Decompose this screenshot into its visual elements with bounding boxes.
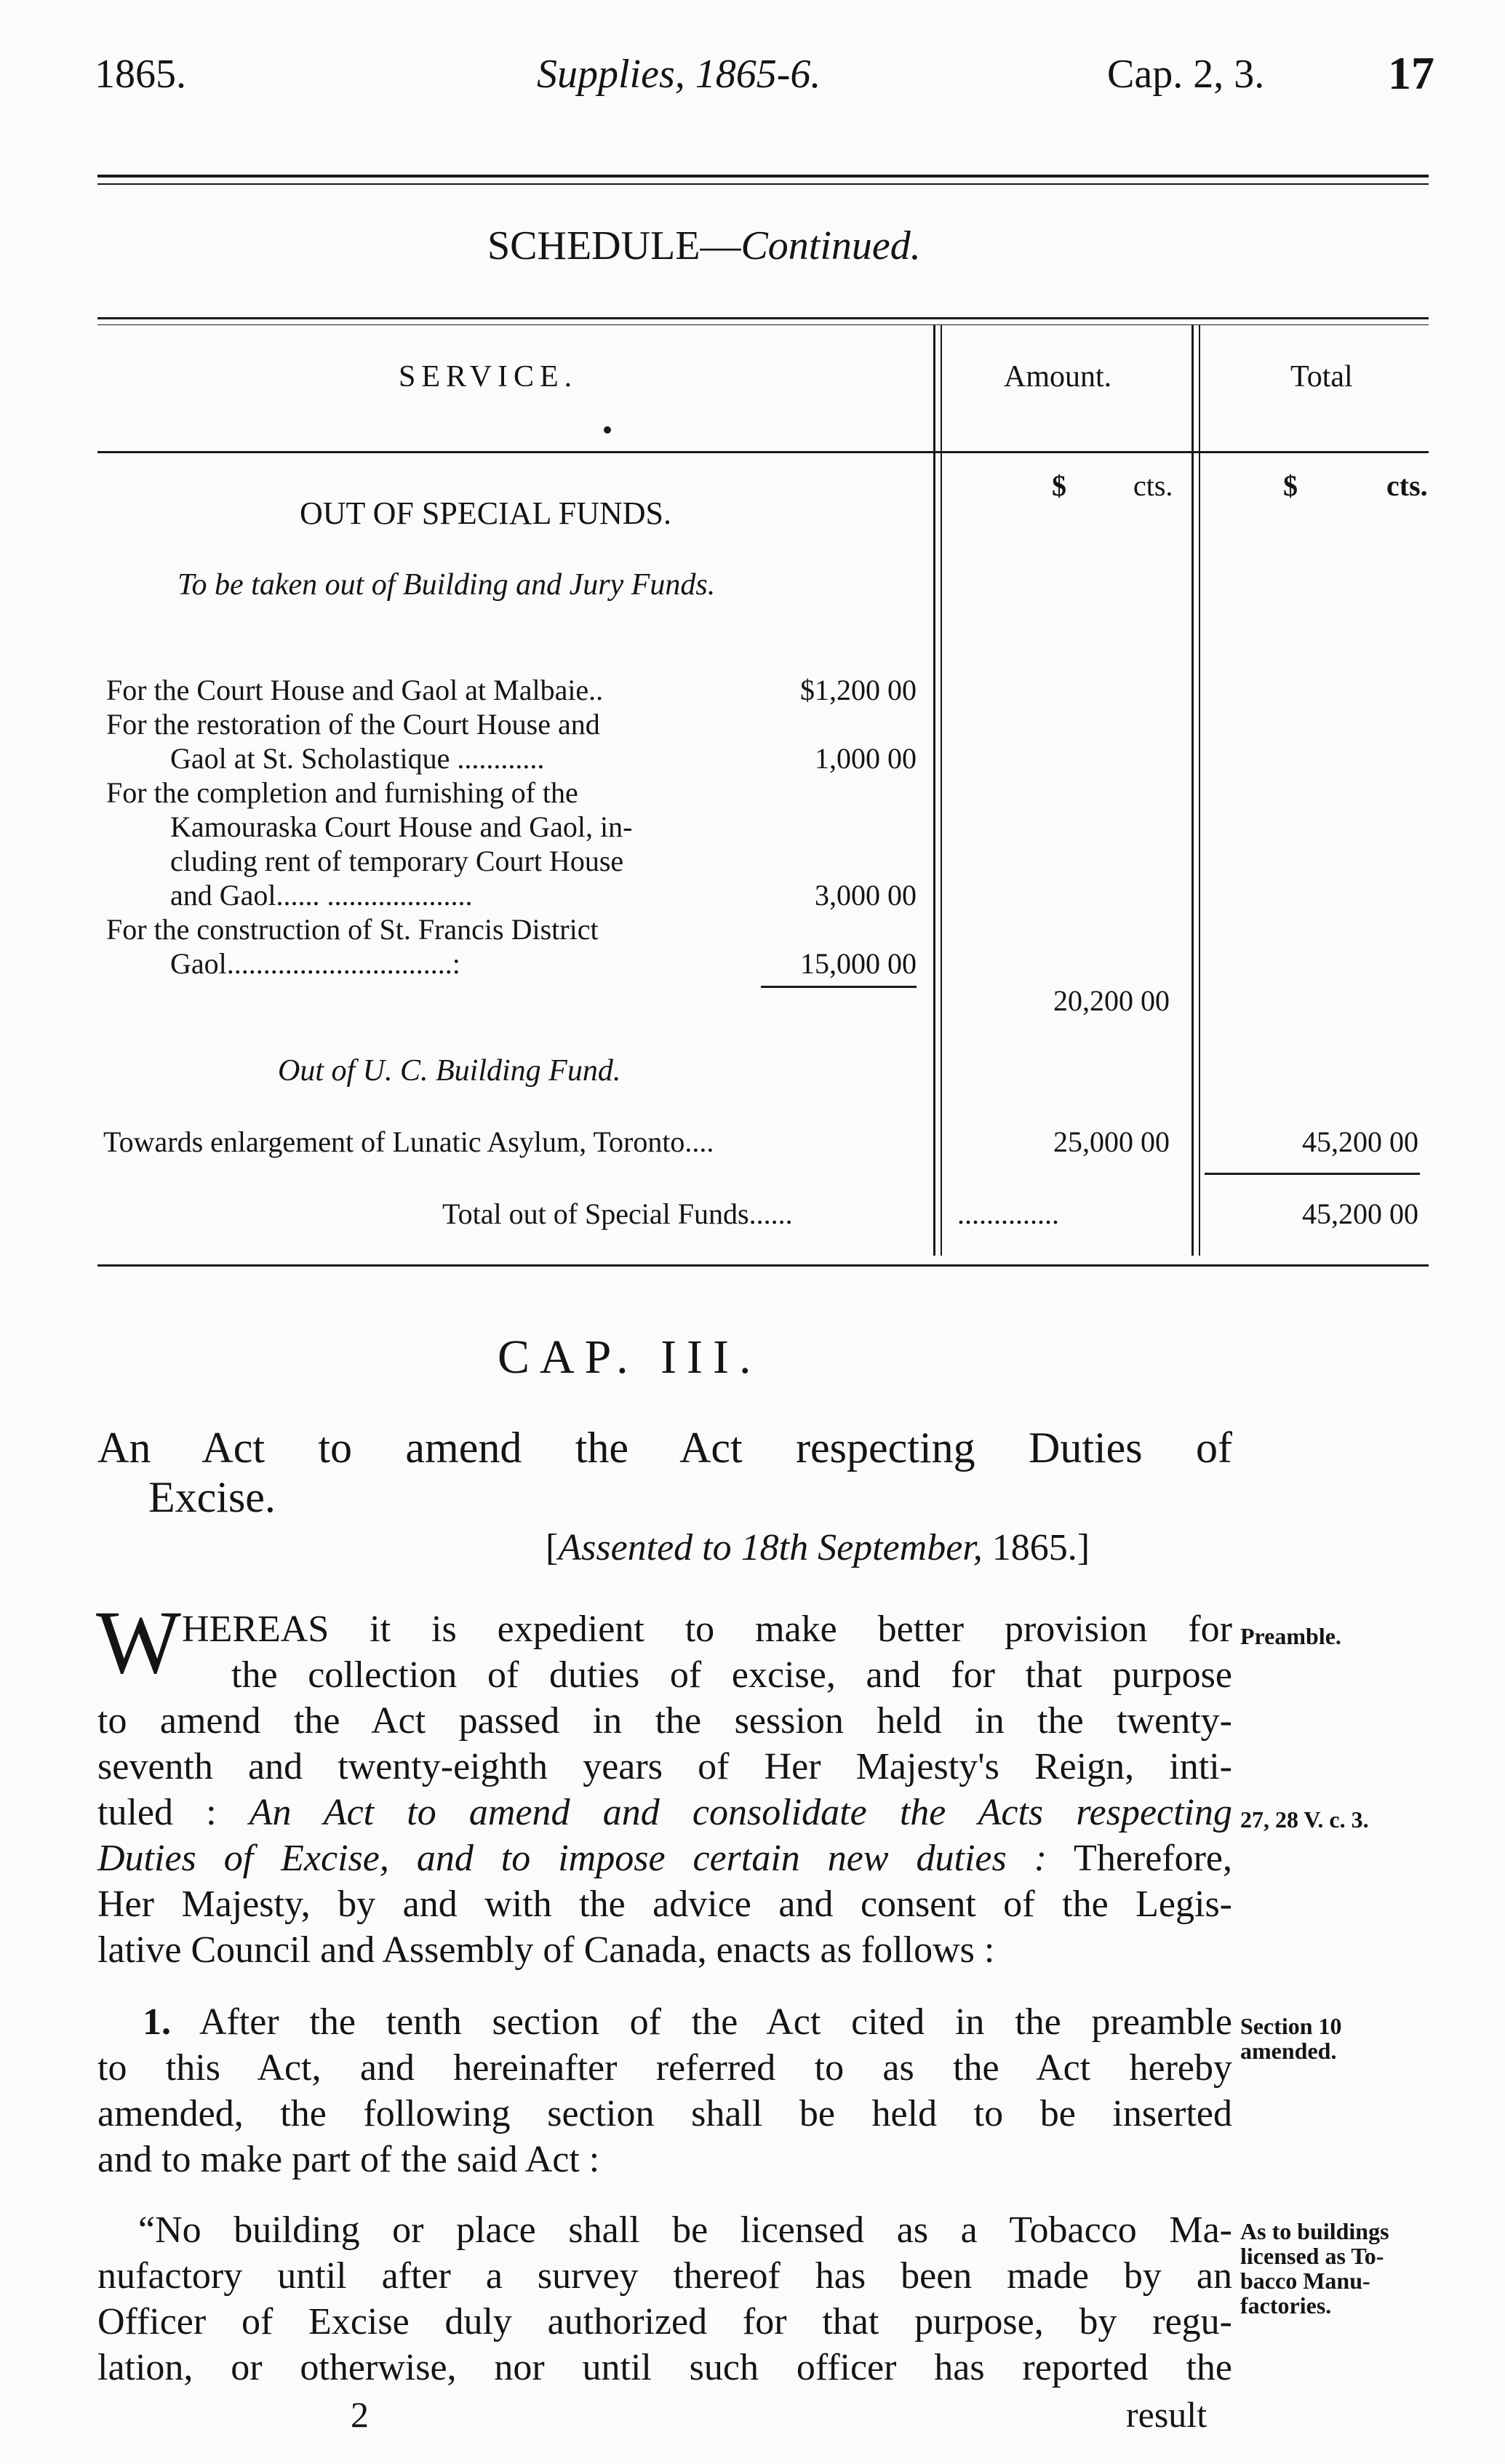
preamble-line-5: tuled : An Act to amend and consolidate the Acts respecting: [97, 1792, 1232, 1833]
column-header-amount: Amount.: [1004, 360, 1112, 394]
amount-dollar-sign: $: [1052, 469, 1066, 502]
schedule-heading: SCHEDULE—Continued.: [487, 223, 921, 268]
item-st-francis-line-2: Gaol...............................:: [170, 947, 460, 980]
quote-line-2: nufactory until after a survey thereof has been made by an: [97, 2255, 1232, 2297]
page-number: 17: [1388, 47, 1434, 99]
running-head-year: 1865.: [95, 52, 186, 97]
head-rule-top: [97, 175, 1429, 178]
subsection-title-building-jury: To be taken out of Building and Jury Funds.: [177, 568, 716, 602]
table-top-rule: [97, 317, 1429, 319]
margin-note-tobacco-line-2: licensed as To-: [1240, 2243, 1384, 2269]
section-title: OUT OF SPECIAL FUNDS.: [300, 495, 671, 531]
item-st-francis-line-1: For the construction of St. Francis District: [106, 913, 599, 946]
subtotal-rule: [761, 986, 917, 988]
subsection-title-uc-building: Out of U. C. Building Fund.: [278, 1054, 621, 1088]
running-head-title: Supplies, 1865-6.: [537, 52, 821, 97]
preamble-line-2: the collection of duties of excise, and for that purpose: [231, 1654, 1232, 1696]
margin-note-citation: 27, 28 V. c. 3.: [1240, 1806, 1369, 1833]
subtotal-amount: 20,200 00: [1053, 984, 1170, 1017]
total-cents-label: cts.: [1386, 469, 1428, 502]
item-scholastique-line-1: For the restoration of the Court House and: [106, 708, 600, 741]
item-kamouraska-line-1: For the completion and furnishing of the: [106, 776, 578, 809]
item-kamouraska-value: 3,000 00: [815, 879, 917, 912]
preamble-line-8: lative Council and Assembly of Canada, enacts as follows :: [97, 1929, 995, 1971]
section-1-line-2: to this Act, and hereinafter referred to as the Act hereby: [97, 2047, 1232, 2089]
assent-line: [Assented to 18th September, 1865.]: [546, 1527, 1090, 1568]
header-rule: [97, 451, 1429, 453]
section-1-line-3: amended, the following section shall be held to be inserted: [97, 2093, 1232, 2134]
preamble-line-1: HEREAS it is expedient to make better provision for: [182, 1608, 1232, 1650]
item-scholastique-line-2: Gaol at St. Scholastique ............: [170, 742, 545, 775]
act-title-line-1: An Act to amend the Act respecting Duties of: [97, 1424, 1232, 1472]
column-header-total: Total: [1290, 360, 1353, 394]
item-st-francis-value: 15,000 00: [800, 947, 917, 980]
grand-total-rule: [1205, 1173, 1420, 1175]
item-malbaie-value: $1,200 00: [800, 674, 917, 706]
act-title-line-2: Excise.: [148, 1473, 276, 1521]
quote-line-3: Officer of Excise duly authorized for that purpose, by regu-: [97, 2301, 1232, 2343]
column-divider-1b: [941, 324, 942, 1256]
preamble-line-4: seventh and twenty-eighth years of Her Majesty's Reign, inti-: [97, 1746, 1232, 1787]
amount-cents-label: cts.: [1133, 469, 1173, 502]
asylum-total: 45,200 00: [1302, 1125, 1418, 1158]
signature-mark: 2: [351, 2394, 369, 2435]
header-rule-ornament: [604, 426, 611, 434]
table-bottom-rule: [97, 1264, 1429, 1267]
column-divider-1a: [933, 324, 935, 1256]
item-scholastique-value: 1,000 00: [815, 742, 917, 775]
running-head-chapter: Cap. 2, 3.: [1107, 52, 1265, 97]
margin-note-preamble: Preamble.: [1240, 1623, 1341, 1649]
quote-line-1: “No building or place shall be licensed as a Tobacco Ma-: [138, 2209, 1232, 2251]
table-top-rule-2: [97, 324, 1429, 325]
asylum-line: Towards enlargement of Lunatic Asylum, Toronto....: [103, 1125, 714, 1158]
preamble-line-3: to amend the Act passed in the session held in the twenty-: [97, 1700, 1232, 1742]
item-kamouraska-line-3: cluding rent of temporary Court House: [170, 845, 624, 877]
head-rule-bottom: [97, 183, 1429, 185]
margin-note-section10-line-2: amended.: [1240, 2038, 1337, 2064]
preamble-line-6: Duties of Excise, and to impose certain new duties : Therefore,: [97, 1838, 1233, 1879]
item-malbaie-line-1: For the Court House and Gaol at Malbaie..: [106, 674, 604, 706]
catchword: result: [1126, 2394, 1207, 2435]
margin-note-tobacco-line-1: As to buildings: [1240, 2218, 1389, 2244]
total-value: 45,200 00: [1302, 1197, 1418, 1230]
column-divider-2a: [1191, 324, 1194, 1256]
item-kamouraska-line-2: Kamouraska Court House and Gaol, in-: [170, 810, 633, 843]
column-divider-2b: [1199, 324, 1200, 1256]
margin-note-section10-line-1: Section 10: [1240, 2013, 1342, 2039]
total-dollar-sign: $: [1283, 469, 1298, 502]
section-1-line-1: 1. After the tenth section of the Act cited in the preamble: [143, 2001, 1232, 2043]
preamble-line-7: Her Majesty, by and with the advice and consent of the Legis-: [97, 1883, 1232, 1925]
drop-cap: W: [96, 1592, 182, 1692]
quote-line-4: lation, or otherwise, nor until such officer has reported the: [97, 2347, 1232, 2388]
total-amount-dots: ..............: [957, 1197, 1059, 1230]
margin-note-tobacco-line-4: factories.: [1240, 2292, 1332, 2319]
item-kamouraska-line-4: and Gaol...... ....................: [170, 879, 473, 912]
asylum-amount: 25,000 00: [1053, 1125, 1170, 1158]
margin-note-tobacco-line-3: bacco Manu-: [1240, 2268, 1370, 2294]
chapter-heading: CAP. III.: [498, 1331, 762, 1384]
section-1-line-4: and to make part of the said Act :: [97, 2139, 600, 2180]
total-label: Total out of Special Funds......: [442, 1197, 793, 1230]
column-header-service: SERVICE.: [399, 360, 578, 394]
